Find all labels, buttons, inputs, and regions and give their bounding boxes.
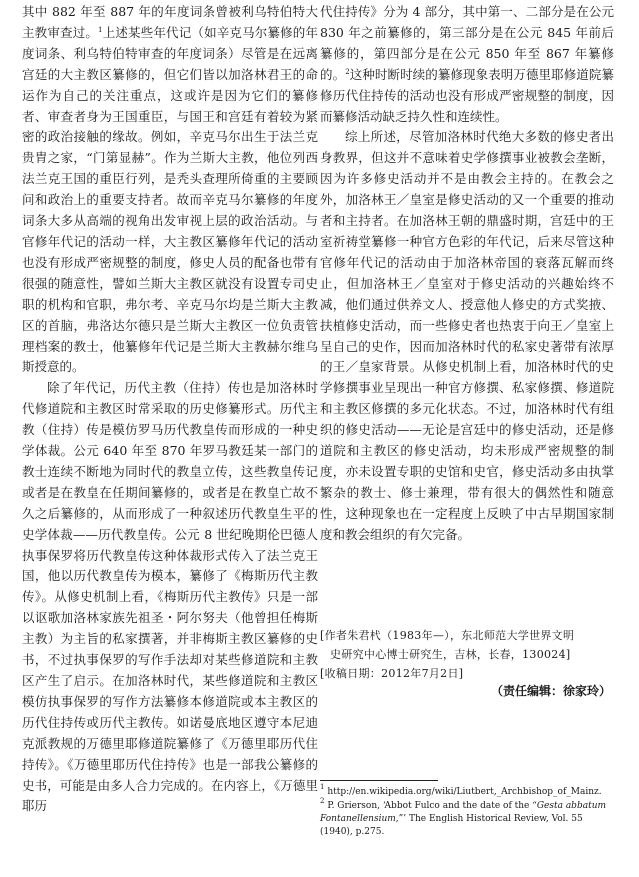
footnote-title: Gesta abbatum Fontanellensium [320,801,607,824]
author-info-line: [作者朱君杙（1983年—），东北师范大学世界文明 [320,629,575,642]
left-column [22,2,318,817]
footnote-ref[interactable]: 1 [98,25,103,34]
paragraph: 除了年代记，历代主教（住持）传也是加洛林时代修道院和主教区时常采取的历史修纂形式。历代主教（住持）传是模仿罗马历代教皇传而形成的一种史学体裁。公元 640 年至 870 年罗马教廷某一部门的教士连续不断地为同时代的教皇立传，这些教皇传记或者是在教皇在任期间纂修的，或者是在教皇亡故不久之后纂修的，从而形成了一种叙述历代教皇生平的史学体裁——历代教皇传。公元 8 世纪晚期伦巴德人执事保罗将历代教皇传这种体裁形式传入了法兰克王国，他以历代教皇传为模本，纂修了《梅斯历代主教传》。从修史机制上看，《梅斯历代主教传》只是一部以讴歌加洛林家族先祖圣・阿尔努夫（他曾担任梅斯主教）为主旨的私家撰著，并非梅斯主教区纂修的史书，不过执事保罗的写作手法却对某些修道院和主教区产生了启示。在加洛林时代，某些修道院和主教区模仿执事保罗的写作方法纂修本修道院或本主教区的历代住持传或历代主教传。如诺曼底地区遵守本尼迪克派教规的万德里耶修道院纂修了《万德里耶历代住持传》。《万德里耶历代住持传》也是一部我公纂修的史书，可能是由多人合力完成的。在内容上，《万德里耶历 [22,380,318,814]
responsible-editor: （责任编辑：徐家玲） [490,684,611,698]
received-date: [收稿日期：2012年7月2日] [320,667,464,680]
footnote-link[interactable]: http://en.wikipedia.org/wiki/Liutbert,_Archbishop_of_Mainz. [327,787,602,797]
footnote-divider [320,780,438,781]
paragraph: 代住持传》分为 4 部分，其中第一、二部分是在公元 830 年之前纂修的，第三部分是在公元 845 年前后纂修的，第四部分是在公元 850 年至 867 年纂修的。$^2$这种时断时续的纂修现象表明万德里耶修道院纂修历代住持传的活动也没有形成严密规整的制度，因而纂修活动缺乏持久性和连续性。 [320,4,614,124]
footnote: $^2$ P. Grierson, ‘Abbot Fulco and the date of the “Gesta abbatum Fontanellensium,”’ The English Historical Review, Vol. 55 (1940), p.275. [320,797,607,837]
author-info-line: 史研究中心博士研究生，吉林，长春，130024] [330,648,571,661]
footnote-ref[interactable]: 2 [345,67,350,76]
author-info [320,626,620,683]
footnote: $^1$ http://en.wikipedia.org/wiki/Liutbert,_Archbishop_of_Mainz. [320,783,602,797]
right-column [320,2,614,546]
paragraph: 其中 882 年至 887 年的年度词条曾被利乌特伯特大主教审查过。$^1$上述某些年代记（如辛克马尔纂修的年度词条、利乌特伯特审查的年度词条）尽管是在远离宫廷的大主教区纂修的，但它们皆以加洛林君王的命运作为自己的关注重点，这或许是因为它们的纂修者、审查者身为王国重臣，与国王和宫廷有着较为紧密的政治接触的缘故。例如，辛克马尔出生于法兰克贵胄之家，“门第显赫”。作为兰斯大主教，他位列西法兰克王国的重臣行列，是秃头查理所倚重的主要顾问和政治上的重要支持者。故而辛克马尔纂修的年度词条大多从高端的视角出发审视上层的政治活动。与官修年代记的活动一样，大主教区纂修年代记的活动也没有形成严密规整的制度，修史人员的配备也带有很强的随意性，譬如兰斯大主教区就没有设置专司史职的机构和官职，弗尔考、辛克马尔均是兰斯大主教区的首脑，弗洛达尔德只是兰斯大主教区一位负责管理档案的教士，他纂修年代记是兰斯大主教赫尔维乌斯授意的。 [22,4,318,375]
footnotes [320,780,616,840]
paragraph: 综上所述，尽管加洛林时代绝大多数的修史者出身教界，但这并不意味着史学修撰事业被教会垄断，因为许多修史活动并不是由教会主持的。在教会之外，加洛林王／皇室是修史活动的又一个重要的推动者和主持者。在加洛林王朝的鼎盛时期，宫廷中的王室祈祷堂纂修一种官方色彩的年代记，后来尽管这种官修年代记的活动由于加洛林帝国的衰落瓦解而终止，但加洛林王／皇室对于修史活动的兴趣始终不减，他们通过供养文人、授意他人修史的方式奖掖、扶植修史活动，而一些修史者也热衷于向王／皇室上呈自己的史作，因而加洛林时代的私家史著带有浓厚的王／皇家背景。从修史机制上看，加洛林时代的史学修撰事业呈现出一种官方修撰、私家修撰、修道院和主教区修撰的多元化状态。不过，加洛林时代有组织的修史活动——无论是宫廷中的修史活动，还是修道院和主教区的修史活动，均未形成严密规整的制度，亦未设置专职的史馆和史官，修史活动多由执掌繁杂的教士、修士兼理，带有很大的偶然性和随意性，这种现象也在一定程度上反映了中古早期国家制度和教会组织的有欠完备。 [320,129,614,542]
